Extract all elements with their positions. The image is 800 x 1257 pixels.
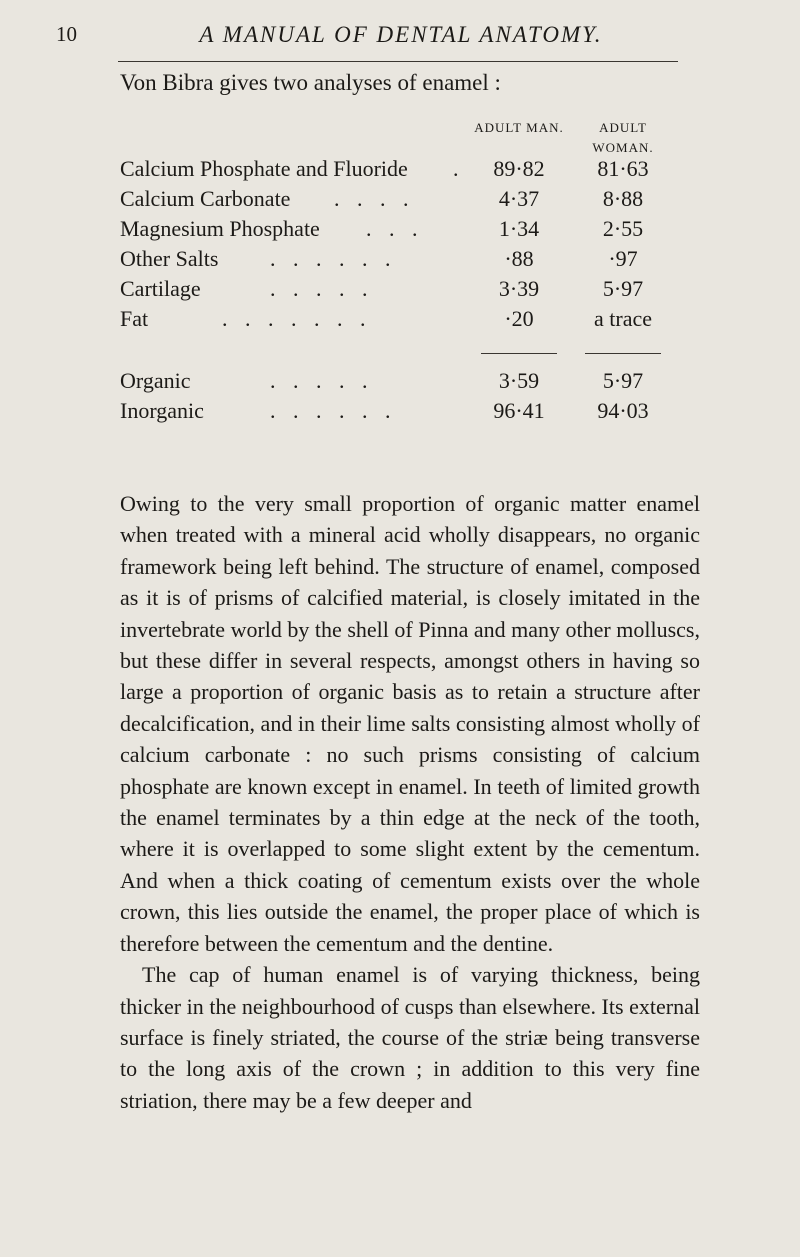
value-man: ·20	[504, 306, 534, 331]
paragraph: Owing to the very small proportion of organic matter enamel when treated with a mineral acid wholly disappears, no organic framework being left behind. The structure of enamel, composed as it is of prisms of calcified material, is closely imitated in the invertebrate world by the shell of Pinna and many other molluscs, but these differ in several respects, amongst others in having so large a proportion of organic basis as to retain a structure after decalcification, and in their lime salts consisting almost wholly of calcium carbonate : no such prisms consisting of calcium phosphate are known except in enamel. In teeth of limited growth the enamel terminates by a thin edge at the neck of the tooth, where it is overlapped to some slight extent by the cementum. And when a thick coating of cementum exists over the whole crown, this lies outside the enamel, the proper place of which is therefore between the cementum and the dentine.	[120, 491, 700, 956]
leader-dots: .	[453, 156, 465, 181]
paragraph: The cap of human enamel is of varying thickness, being thicker in the neighbourhood of cusps than elsewhere. Its external surface is finely striated, the course of the striæ being transverse to the long axis of the crown ; in addition to this very fine striation, there may be a few deeper and	[120, 962, 700, 1113]
page-number: 10	[56, 22, 77, 46]
leader-dots: . . .	[366, 216, 424, 241]
leader-dots: . . . . . . .	[222, 306, 372, 331]
running-title: A MANUAL OF DENTAL ANATOMY.	[199, 22, 603, 47]
row-label: Cartilage	[120, 276, 201, 301]
value-woman: ·97	[608, 246, 638, 271]
enamel-analysis-table	[120, 118, 700, 468]
value-man: 1·34	[498, 216, 540, 241]
header-rule	[118, 61, 678, 62]
table-row	[120, 156, 700, 184]
table-row	[120, 306, 700, 334]
value-man: ·88	[504, 246, 534, 271]
value-woman: 81·63	[597, 156, 649, 181]
leader-dots: . . . .	[334, 186, 415, 211]
value-woman: 2·55	[602, 216, 644, 241]
table-row	[120, 246, 700, 274]
body-text	[120, 488, 700, 1116]
leader-dots: . . . . .	[270, 276, 374, 301]
table-row	[120, 276, 700, 304]
row-label: Organic	[120, 368, 191, 393]
table-row	[120, 186, 700, 214]
value-man: 4·37	[498, 186, 540, 211]
value-woman: a trace	[594, 306, 652, 331]
row-label: Calcium Phosphate and Fluoride	[120, 156, 408, 181]
row-label: Calcium Carbonate	[120, 186, 291, 211]
total-rule-woman	[585, 353, 661, 354]
leader-dots: . . . . . .	[270, 246, 397, 271]
value-woman: 5·97	[602, 368, 644, 393]
row-label: Inorganic	[120, 398, 204, 423]
value-man: 3·39	[498, 276, 540, 301]
column-head-adult-woman: ADULT WOMAN.	[592, 120, 654, 155]
total-row	[120, 398, 700, 426]
value-man: 3·59	[498, 368, 540, 393]
value-woman: 8·88	[602, 186, 644, 211]
table-row	[120, 216, 700, 244]
value-man: 96·41	[493, 398, 545, 423]
row-label: Fat	[120, 306, 149, 331]
column-head-adult-man: ADULT MAN.	[474, 120, 564, 135]
total-rule-man	[481, 353, 557, 354]
leader-dots: . . . . .	[270, 368, 374, 393]
total-row	[120, 368, 700, 396]
value-woman: 94·03	[597, 398, 649, 423]
row-label: Other Salts	[120, 246, 219, 271]
value-man: 89·82	[493, 156, 545, 181]
running-head	[56, 22, 746, 56]
value-woman: 5·97	[602, 276, 644, 301]
intro-line: Von Bibra gives two analyses of enamel :	[120, 70, 501, 95]
leader-dots: . . . . . .	[270, 398, 397, 423]
row-label: Magnesium Phosphate	[120, 216, 320, 241]
